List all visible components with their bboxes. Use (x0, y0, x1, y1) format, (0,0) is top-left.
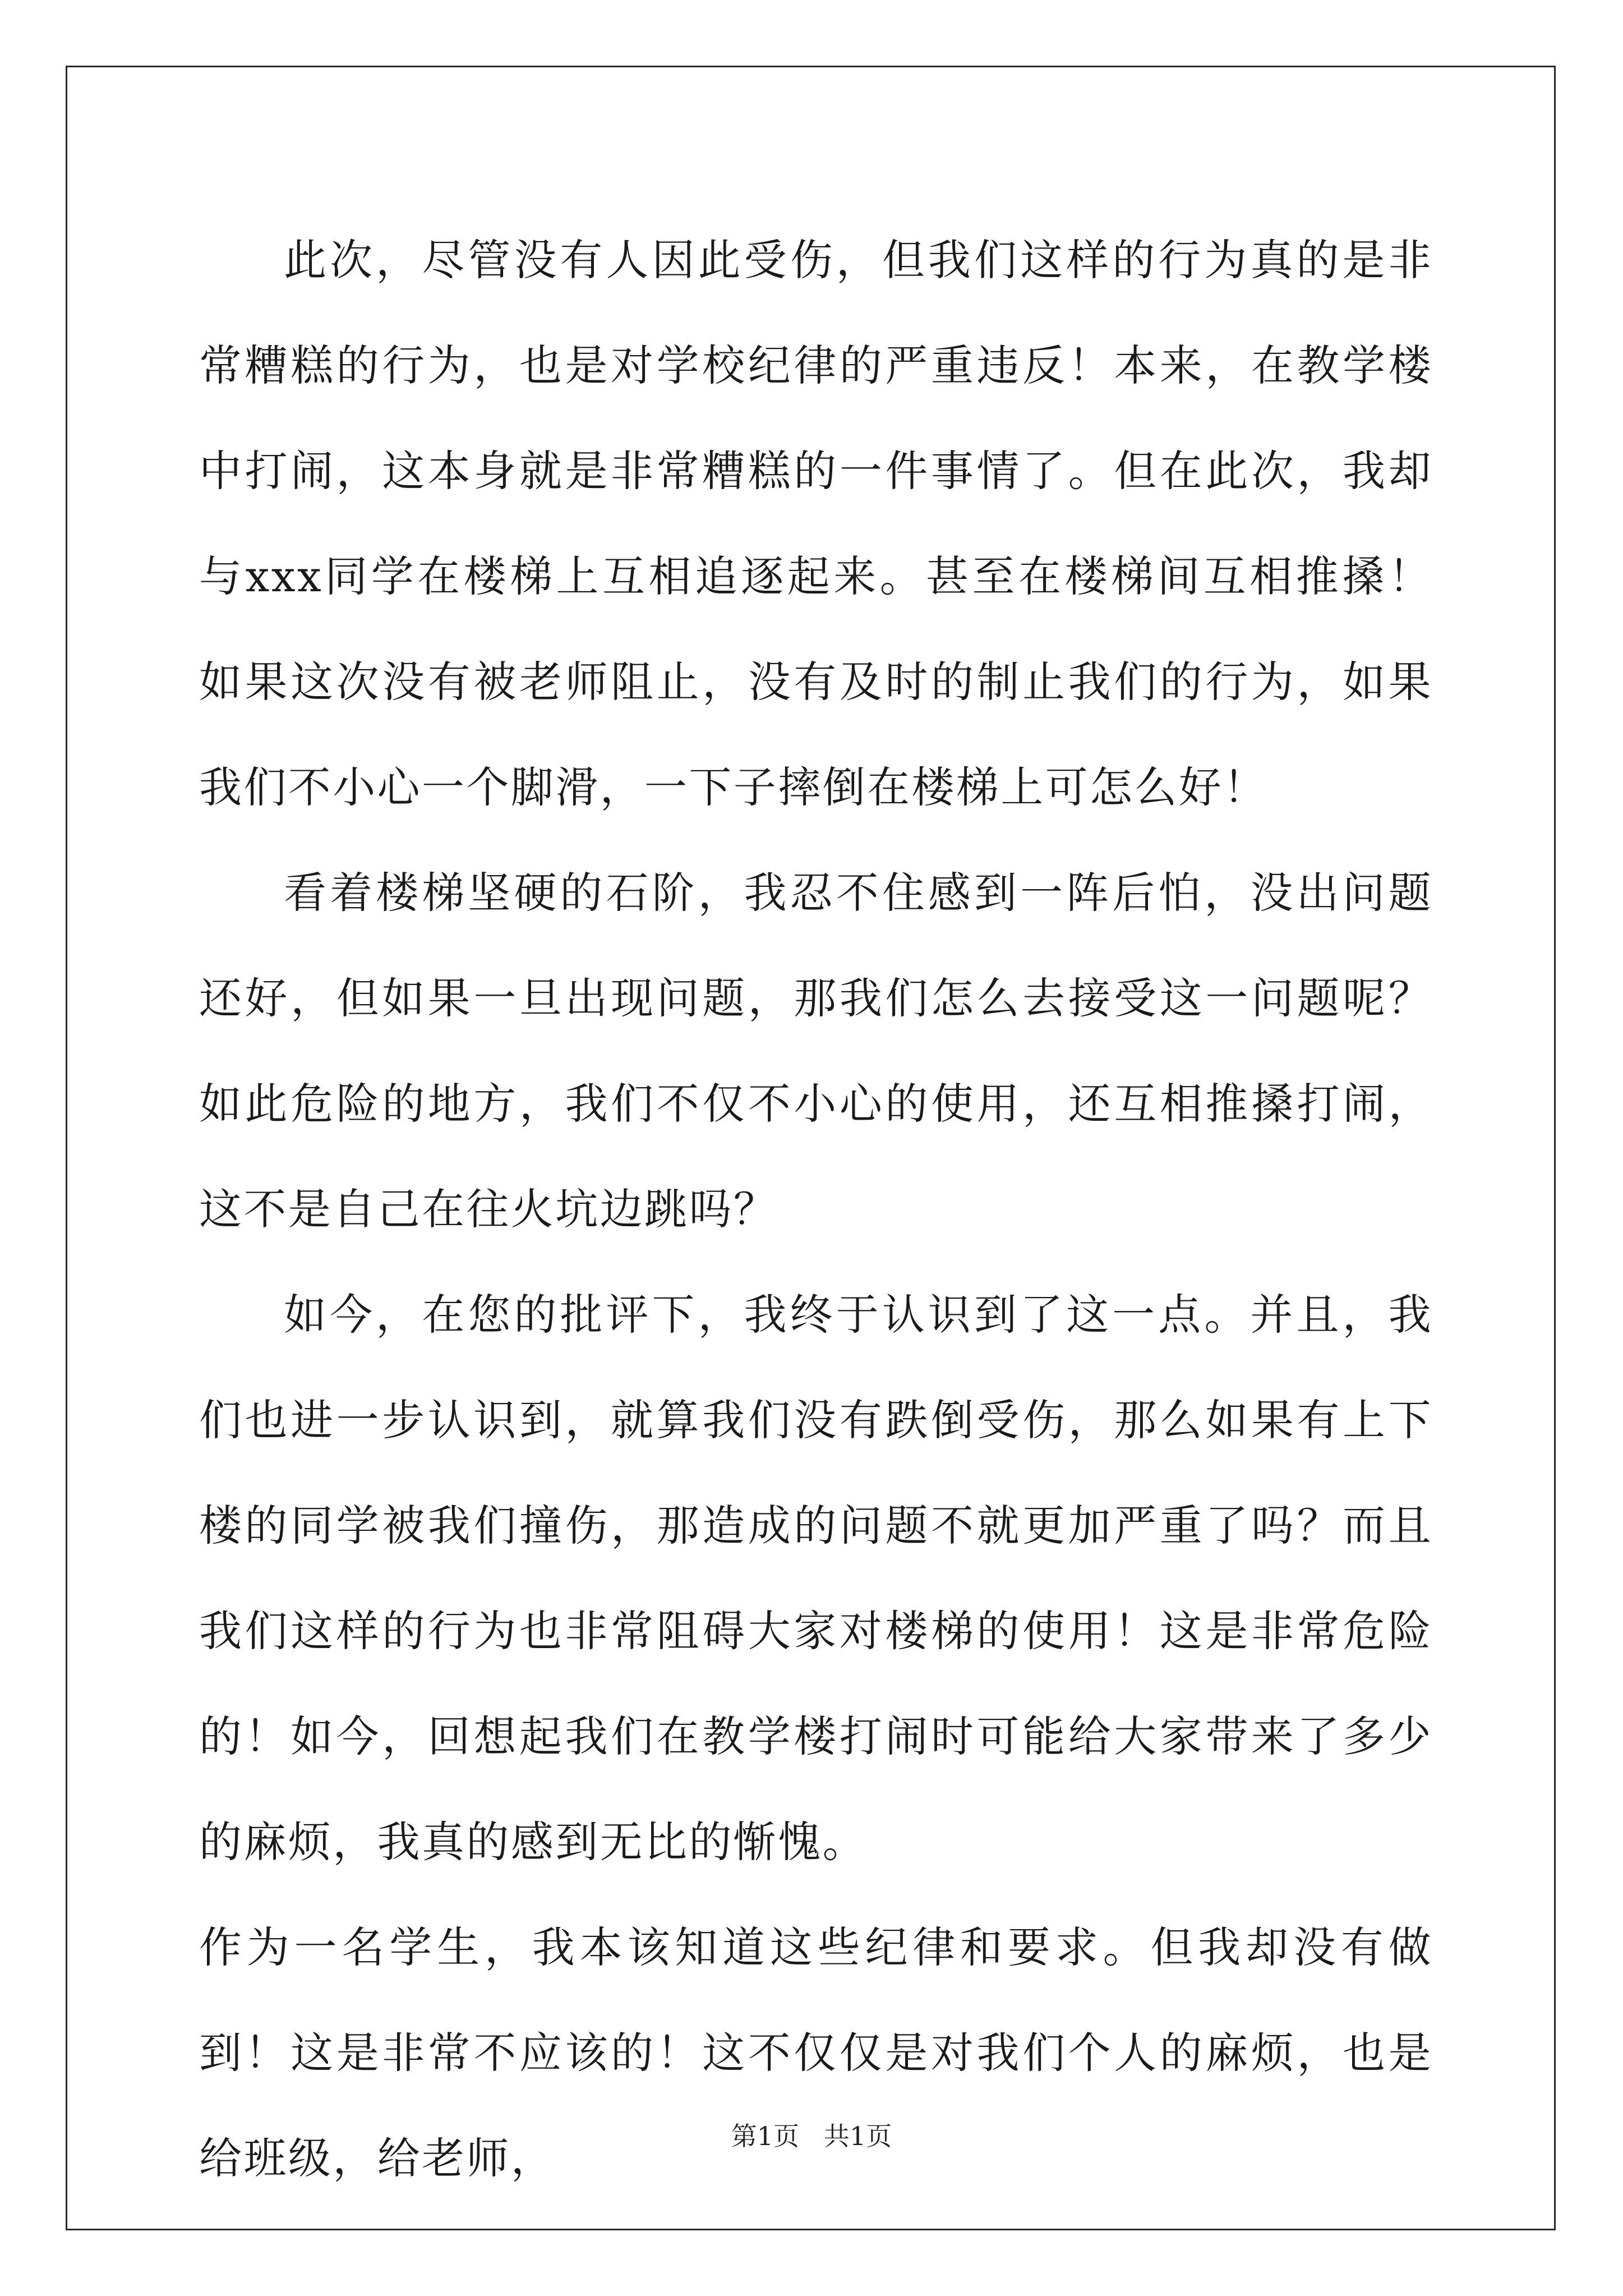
paragraph: 作为一名学生，我本该知道这些纪律和要求。但我却没有做到！这是非常不应该的！这不仅仅是对我们个人的麻烦，也是给班级，给老师， (199, 1922, 1433, 2183)
page-footer (0, 2119, 1623, 2153)
document-body (199, 208, 1433, 2211)
paragraph: 此次，尽管没有人因此受伤，但我们这样的行为真的是非常糟糕的行为，也是对学校纪律的严重违反！本来，在教学楼中打闹，这本身就是非常糟糕的一件事情了。但在此次，我却与xxx同学在楼梯上互相追逐起来。甚至在楼梯间互相推搡！如果这次没有被老师阻止，没有及时的制止我们的行为，如果我们不小心一个脚滑，一下子摔倒在楼梯上可怎么好！ (199, 235, 1433, 812)
paragraph: 看着楼梯坚硬的石阶，我忍不住感到一阵后怕，没出问题还好，但如果一旦出现问题，那我们怎么去接受这一问题呢？如此危险的地方，我们不仅不小心的使用，还互相推搡打闹，这不是自己在往火坑边跳吗？ (199, 868, 1433, 1234)
paragraph: 如今，在您的批评下，我终于认识到了这一点。并且，我们也进一步认识到，就算我们没有跌倒受伤，那么如果有上下楼的同学被我们撞伤，那造成的问题不就更加严重了吗？而且我们这样的行为也非常阻碍大家对楼梯的使用！这是非常危险的！如今，回想起我们在教学楼打闹时可能给大家带来了多少的麻烦，我真的感到无比的惭愧。 (199, 1290, 1433, 1867)
page-number: 第1页 共1页 (731, 2121, 892, 2151)
